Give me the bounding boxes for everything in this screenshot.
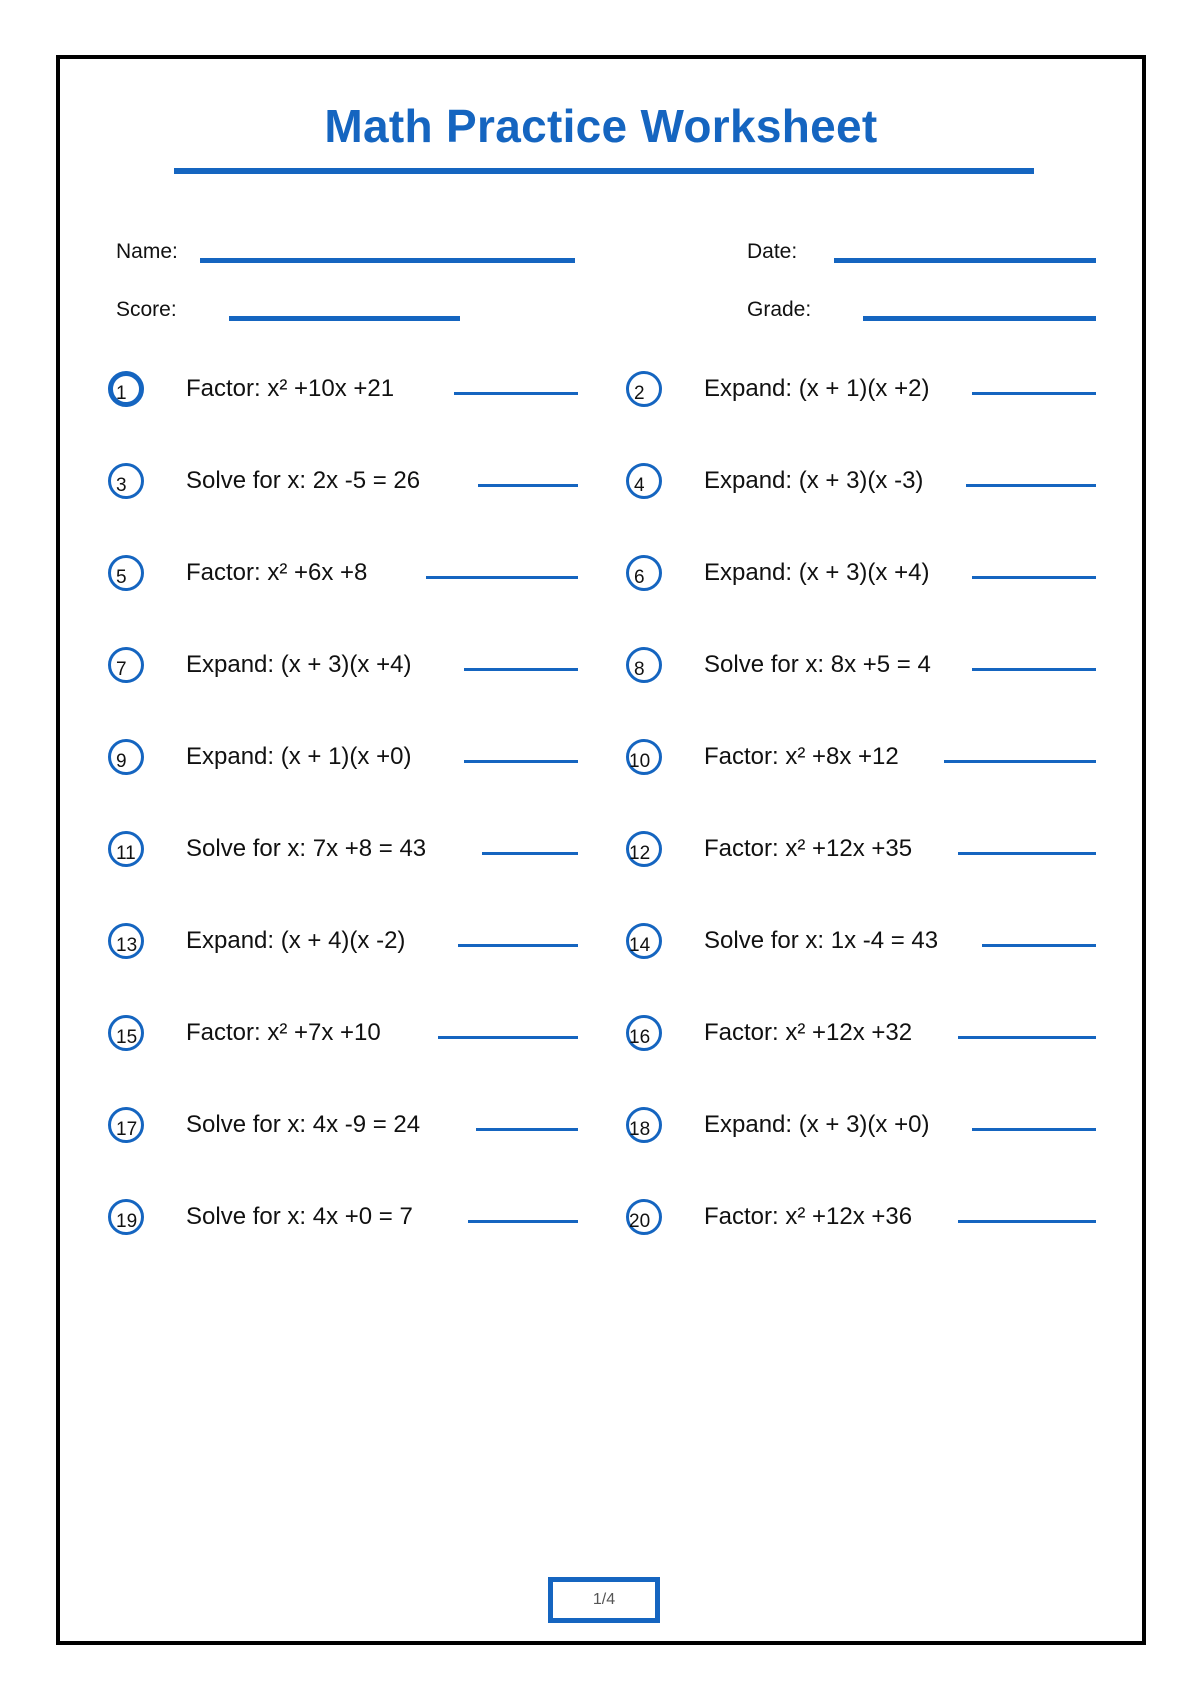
problem-text: Expand: (x + 3)(x -3): [704, 467, 924, 494]
answer-line[interactable]: [958, 1036, 1096, 1039]
problem-number: 13: [116, 935, 138, 956]
answer-line[interactable]: [944, 760, 1096, 763]
problem-item: [108, 923, 578, 973]
problem-number: 2: [634, 383, 645, 404]
problem-text: Solve for x: 2x -5 = 26: [186, 467, 421, 494]
problem-text: Solve for x: 1x -4 = 43: [704, 927, 939, 954]
worksheet-title: Math Practice Worksheet: [324, 100, 878, 152]
problem-text: Solve for x: 4x -9 = 24: [186, 1111, 421, 1138]
problem-text: Factor: x² +12x +32: [704, 1019, 913, 1046]
problem-item: [626, 831, 1096, 881]
answer-line[interactable]: [982, 944, 1096, 947]
problem-item: [626, 739, 1096, 789]
problem-number: 11: [116, 843, 136, 864]
problem-item: [108, 831, 578, 881]
problem-item: [108, 647, 578, 697]
problem-text: Expand: (x + 1)(x +2): [704, 375, 930, 402]
problem-item: [108, 739, 578, 789]
problem-number: 20: [629, 1211, 651, 1232]
problem-number: 16: [629, 1027, 651, 1048]
problem-item: [626, 1015, 1096, 1065]
answer-line[interactable]: [478, 484, 578, 487]
answer-line[interactable]: [966, 484, 1096, 487]
problem-number: 15: [116, 1027, 138, 1048]
problem-item: [626, 463, 1096, 513]
problem-number: 19: [116, 1211, 138, 1232]
problem-number: 7: [116, 659, 127, 680]
page-indicator: 1/4: [548, 1577, 660, 1623]
problem-text: Expand: (x + 1)(x +0): [186, 743, 412, 770]
problem-number: 17: [116, 1119, 138, 1140]
problem-text: Expand: (x + 3)(x +4): [704, 559, 930, 586]
problem-text: Factor: x² +12x +35: [704, 835, 913, 862]
problem-text: Solve for x: 8x +5 = 4: [704, 651, 931, 678]
problem-number: 4: [634, 475, 645, 496]
problem-text: Expand: (x + 3)(x +4): [186, 651, 412, 678]
worksheet-page: [56, 55, 1146, 1645]
problem-item: [108, 371, 578, 421]
answer-line[interactable]: [972, 1128, 1096, 1131]
problem-item: [626, 555, 1096, 605]
problem-text: Expand: (x + 4)(x -2): [186, 927, 406, 954]
score-field-line[interactable]: [229, 316, 460, 321]
problem-number: 12: [629, 843, 651, 864]
problem-item: [108, 555, 578, 605]
problem-text: Factor: x² +10x +21: [186, 375, 395, 402]
problem-item: [626, 647, 1096, 697]
problem-number: 14: [629, 935, 651, 956]
problem-text: Factor: x² +8x +12: [704, 743, 899, 770]
answer-line[interactable]: [454, 392, 578, 395]
problem-text: Solve for x: 7x +8 = 43: [186, 835, 427, 862]
answer-line[interactable]: [464, 760, 578, 763]
score-label: Score:: [116, 298, 177, 321]
answer-line[interactable]: [438, 1036, 578, 1039]
answer-line[interactable]: [476, 1128, 578, 1131]
grade-label: Grade:: [747, 298, 812, 321]
problem-item: [626, 923, 1096, 973]
problem-number: 18: [629, 1119, 651, 1140]
problem-text: Factor: x² +12x +36: [704, 1203, 913, 1230]
answer-line[interactable]: [468, 1220, 578, 1223]
answer-line[interactable]: [972, 668, 1096, 671]
problem-number: 6: [634, 567, 645, 588]
problem-text: Factor: x² +6x +8: [186, 559, 368, 586]
problem-number: 8: [634, 659, 645, 680]
problem-item: [108, 1015, 578, 1065]
answer-line[interactable]: [972, 576, 1096, 579]
answer-line[interactable]: [464, 668, 578, 671]
problem-item: [108, 1107, 578, 1157]
title-underline: [174, 168, 1034, 174]
problem-number: 10: [629, 751, 651, 772]
grade-field-line[interactable]: [863, 316, 1096, 321]
problem-item: [108, 1199, 578, 1249]
problem-item: [626, 371, 1096, 421]
answer-line[interactable]: [482, 852, 578, 855]
problem-item: [108, 463, 578, 513]
answer-line[interactable]: [458, 944, 578, 947]
problem-item: [626, 1199, 1096, 1249]
answer-line[interactable]: [972, 392, 1096, 395]
answer-line[interactable]: [958, 852, 1096, 855]
problem-number: 3: [116, 475, 127, 496]
name-field-line[interactable]: [200, 258, 575, 263]
date-field-line[interactable]: [834, 258, 1096, 263]
problem-text: Solve for x: 4x +0 = 7: [186, 1203, 413, 1230]
answer-line[interactable]: [958, 1220, 1096, 1223]
problem-number: 9: [116, 751, 127, 772]
problem-number: 5: [116, 567, 127, 588]
problem-item: [626, 1107, 1096, 1157]
answer-line[interactable]: [426, 576, 578, 579]
problem-number: 1: [116, 383, 127, 404]
problem-text: Factor: x² +7x +10: [186, 1019, 381, 1046]
date-label: Date:: [747, 240, 798, 263]
problem-text: Expand: (x + 3)(x +0): [704, 1111, 930, 1138]
name-label: Name:: [116, 240, 178, 263]
